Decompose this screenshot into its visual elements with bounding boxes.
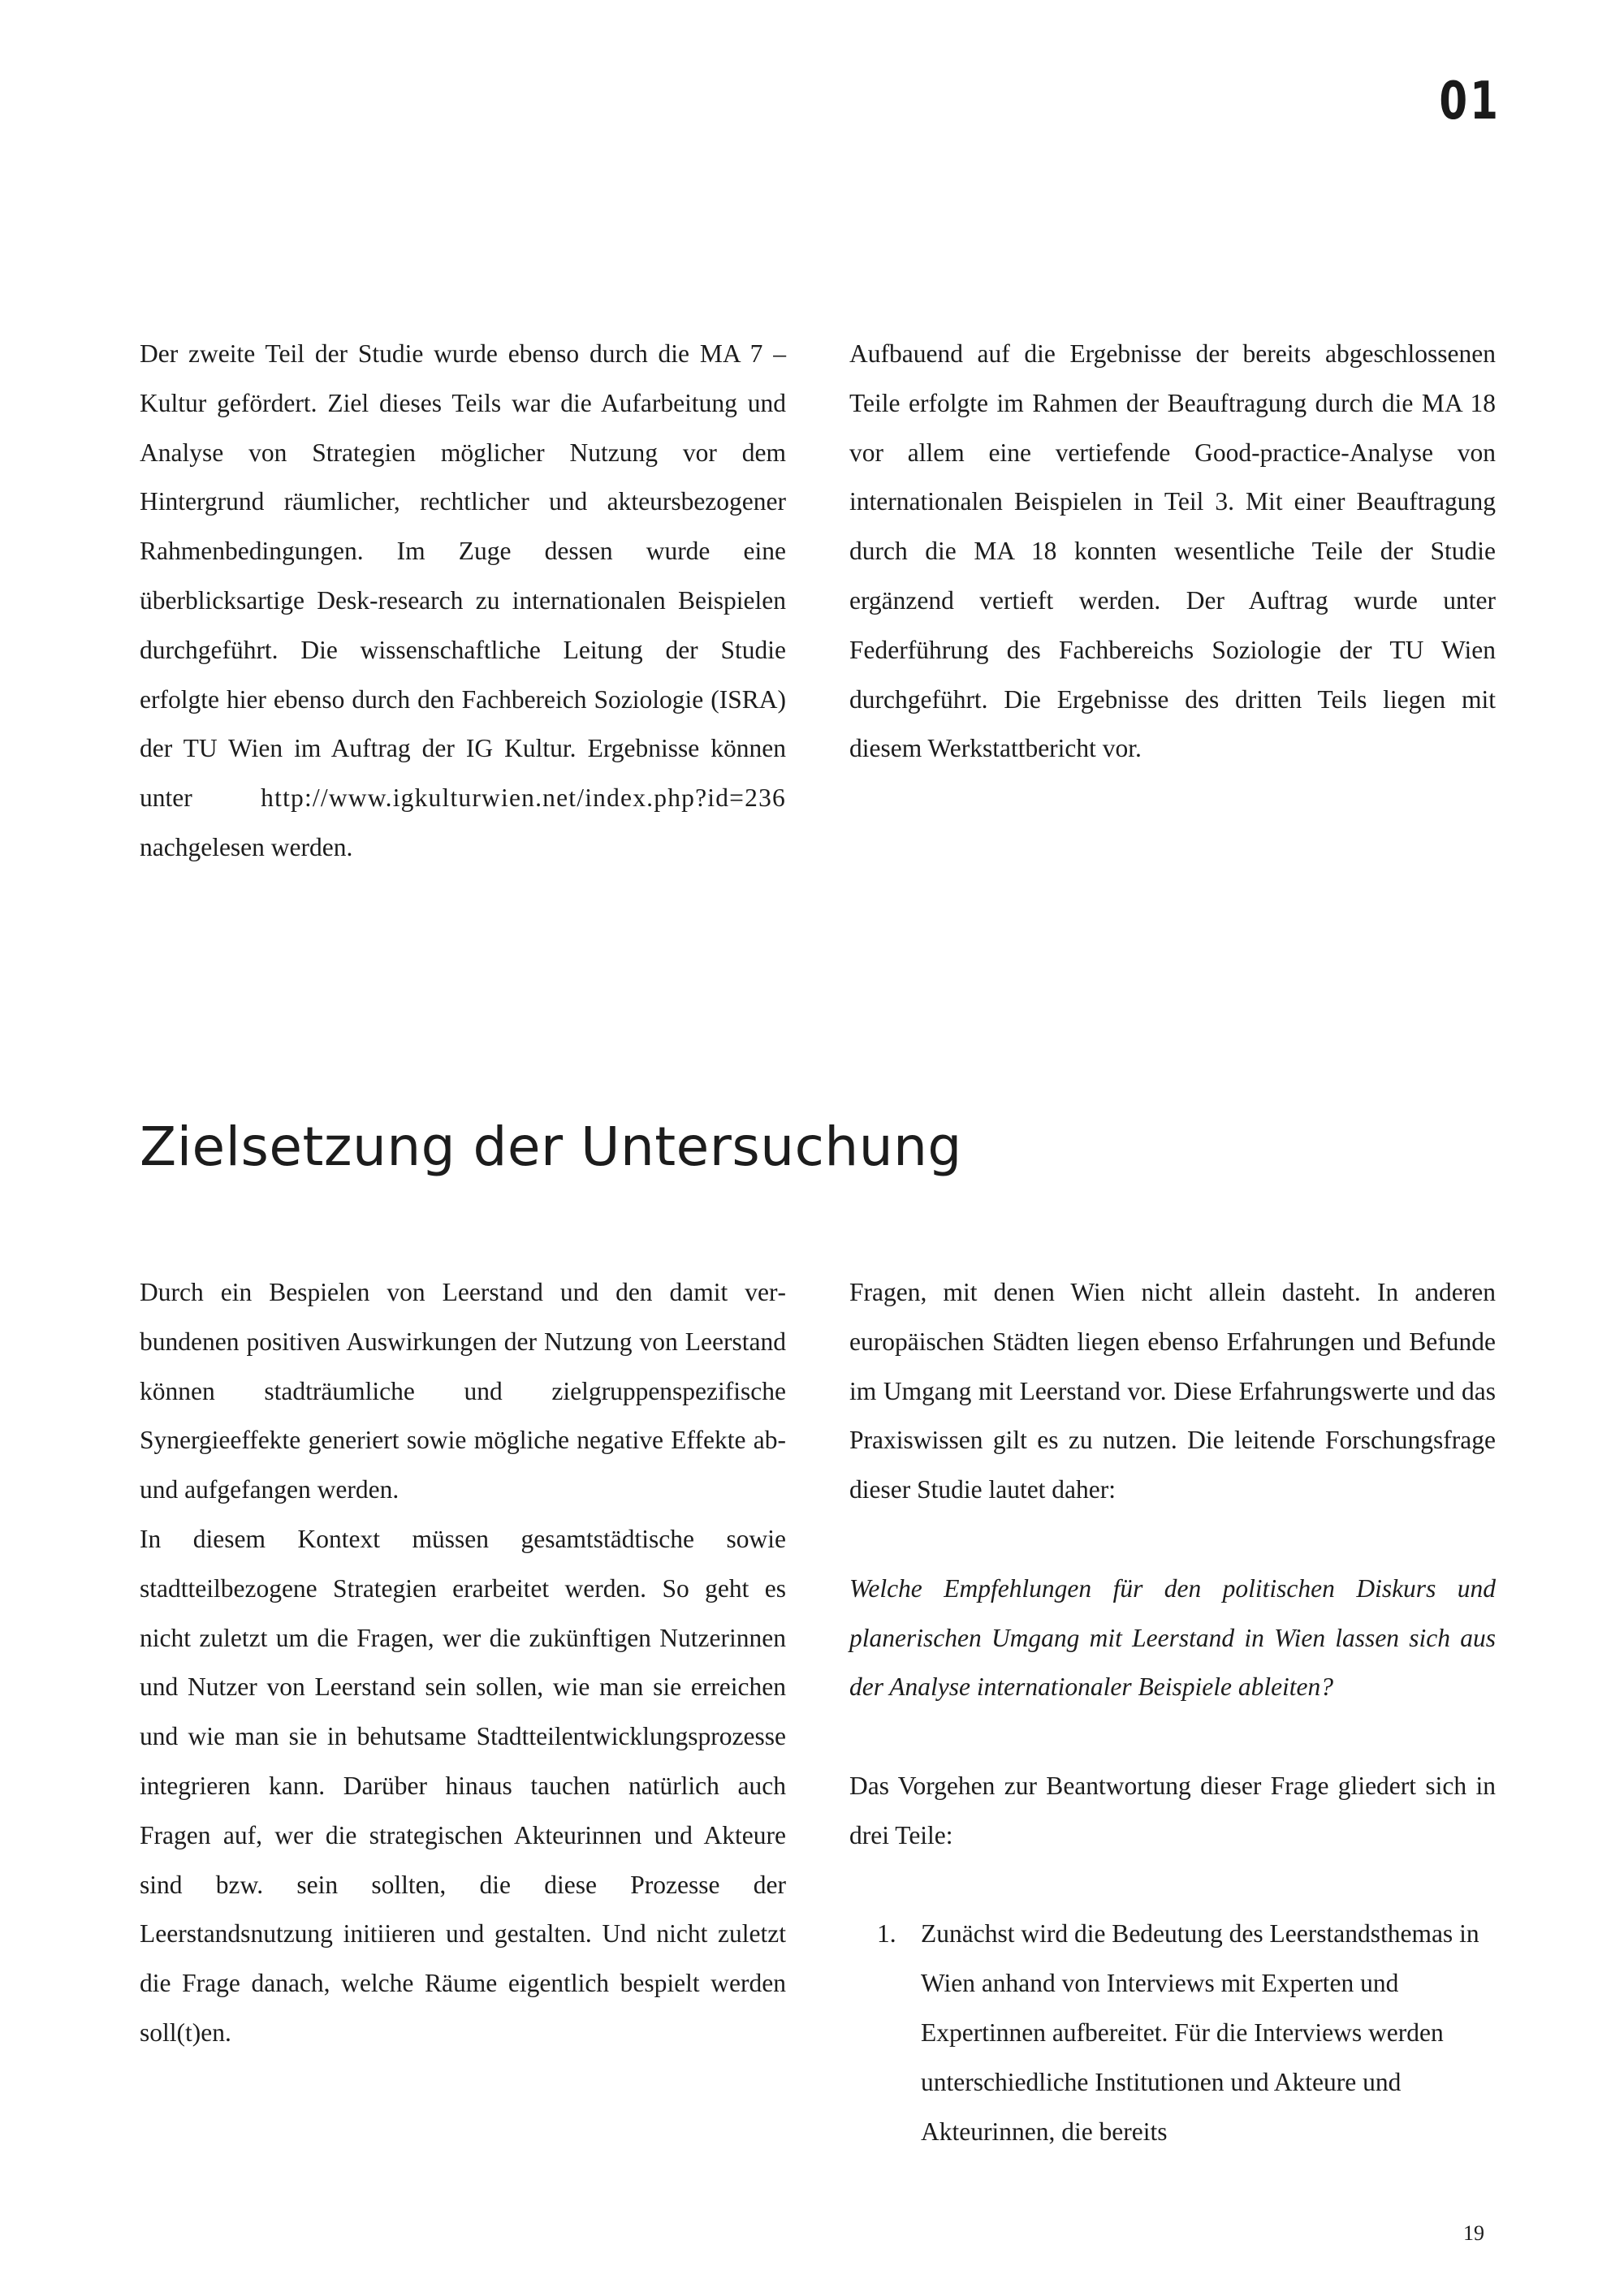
bottom-left-paragraph-2: In diesem Kontext müssen gesamtstädtische sowie stadtteilbezogene Strategien erarbeitet werden. So geht es nicht zuletzt um die Fragen, wer die zukünftigen Nutzerinnen und Nutzer von Leerstand sein sollen, wie man sie erreichen und wie man sie in behutsame Stadtteilentwicklungsprozesse integrieren kann. Darüber hinaus tauchen natürlich auch Fragen auf, wer die strategischen Akteurinnen und Akteure sind bzw. sein sollten, die diese Prozesse der Leerstandsnutzung initiieren und gestalten. Und nicht zuletzt die Frage danach, welche Räume eigentlich bespielt werden soll(t)en. <box>140 1524 786 2047</box>
list-item-text: Zunächst wird die Bedeutung des Leerstandsthemas in Wien anhand von Interviews mit Experten und Expertinnen aufbereitet. Für die Interviews werden unterschiedliche Institutionen und Akteure und Akteurinnen, die bereits <box>921 1919 1479 2146</box>
procedure-intro: Das Vorgehen zur Beantwortung dieser Frage gliedert sich in drei Teile: <box>849 1771 1496 1849</box>
spacer <box>849 1861 1496 1910</box>
bottom-left-paragraph-1: Durch ein Bespielen von Leerstand und den damit verbundenen positiven Auswirkungen der Nutzung von Leerstand können stadträumliche und zielgruppenspezifische Synergieeffekte generiert sowie mögliche negative Effekte ab- und aufgefangen werden. <box>140 1278 786 1504</box>
top-left-paragraph <box>140 330 786 873</box>
procedure-steps-list <box>849 1910 1496 2156</box>
top-right-paragraph: Aufbauend auf die Ergebnisse der bereits abgeschlossenen Teile erfolgte im Rahmen der Beauftragung durch die MA 18 vor allem eine vertiefende Good-practice-Analyse von internationalen Beispielen in Teil 3. Mit einer Beauftragung durch die MA 18 konnten wesentliche Teile der Studie ergänzend vertieft werden. Der Auftrag wurde unter Federführung des Fachbereichs Soziologie der TU Wien durchgeführt. Die Ergebnisse des dritten Teils liegen mit diesem Werkstattbericht vor. <box>849 339 1496 763</box>
section-heading: Zielsetzung der Untersuchung <box>140 1116 962 1178</box>
top-left-paragraph-end: nachgelesen werden. <box>140 832 353 861</box>
research-question: Welche Empfehlungen für den politischen Diskurs und planerischen Umgang mit Leerstand in Wien lassen sich aus der Analyse internationaler Beispiele ableiten? <box>849 1573 1496 1702</box>
bottom-right-paragraph-1: Fragen, mit denen Wien nicht allein dasteht. In anderen europäischen Städten liegen ebenso Erfahrungen und Befunde im Umgang mit Leerstand vor. Diese Erfahrungswerte und das Praxiswissen gilt es zu nutzen. Die leitende Forschungsfrage dieser Studie lautet daher: <box>849 1278 1496 1504</box>
list-item-number: 1. <box>877 1919 896 1949</box>
bottom-left-column <box>140 1268 786 2058</box>
chapter-number: 01 <box>1439 71 1501 132</box>
igkultur-link[interactable]: http://www.igkulturwien.net/index.php?id=236 <box>261 783 786 813</box>
page-number: 19 <box>1463 2221 1484 2245</box>
bottom-right-column <box>849 1268 1496 2156</box>
spacer <box>849 1515 1496 1564</box>
top-left-column <box>140 330 786 873</box>
list-item <box>877 1910 1496 2156</box>
top-left-paragraph-main: Der zweite Teil der Studie wurde ebenso durch die MA 7 – Kultur gefördert. Ziel dieses Teils war die Aufarbeitung und Analyse von Strategien möglicher Nutzung vor dem Hintergrund räumlicher, rechtlicher und akteursbezogener Rahmenbedingungen. Im Zuge dessen wurde eine überblicksartige Desk-research zu internationalen Beispielen durchgeführt. Die wissenschaftliche Leitung der Studie erfolgte hier ebenso durch den Fachbereich Soziologie (ISRA) der TU Wien im Auftrag der IG Kultur. Ergebnisse können unter <box>140 339 786 813</box>
top-right-column <box>849 330 1496 774</box>
spacer <box>849 1712 1496 1762</box>
